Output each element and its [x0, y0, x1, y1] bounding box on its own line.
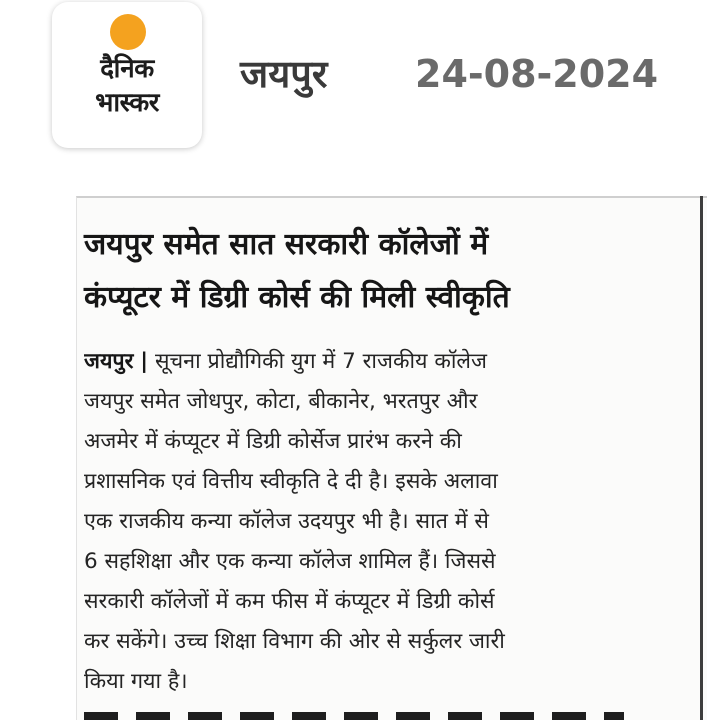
body-line-1 — [84, 346, 676, 378]
column-rule — [700, 196, 703, 720]
body-line-4: प्रशासनिक एवं वित्तीय स्वीकृति दे दी है। इसके अलावा — [84, 469, 498, 494]
headline-line-2: कंप्यूटर में डिग्री कोर्स की मिली स्वीकृति — [84, 280, 510, 315]
body-line-9: किया गया है। — [84, 669, 188, 694]
headline-line-1: जयपुर समेत सात सरकारी कॉलेजों में — [84, 227, 489, 262]
sun-icon — [110, 14, 146, 50]
body-line-3: अजमेर में कंप्यूटर में डिग्री कोर्सेज प्रारंभ करने की — [84, 429, 462, 454]
body-line-5: एक राजकीय कन्या कॉलेज उदयपुर भी है। सात में से — [84, 509, 489, 534]
body-line-1-text: सूचना प्रोद्यौगिकी युग में 7 राजकीय कॉलेज — [154, 349, 487, 374]
dateline: जयपुर — [84, 349, 134, 374]
dateline-separator: | — [140, 349, 149, 374]
logo-text-line-2: भास्कर — [95, 88, 159, 118]
body-line-6: 6 सहशिक्षा और एक कन्या कॉलेज शामिल हैं। जिससे — [84, 549, 496, 574]
edition-city: जयपुर — [240, 52, 328, 96]
edition-date: 24-08-2024 — [415, 52, 659, 96]
body-line-8: कर सकेंगे। उच्च शिक्षा विभाग की ओर से सर्कुलर जारी — [84, 629, 505, 654]
body-line-7: सरकारी कॉलेजों में कम फीस में कंप्यूटर में डिग्री कोर्स — [84, 589, 495, 614]
dainik-bhaskar-logo — [52, 2, 202, 148]
logo-text-line-1: दैनिक — [100, 54, 154, 84]
next-headline-cutoff — [84, 712, 624, 720]
body-line-2: जयपुर समेत जोधपुर, कोटा, बीकानेर, भरतपुर और — [84, 389, 478, 414]
